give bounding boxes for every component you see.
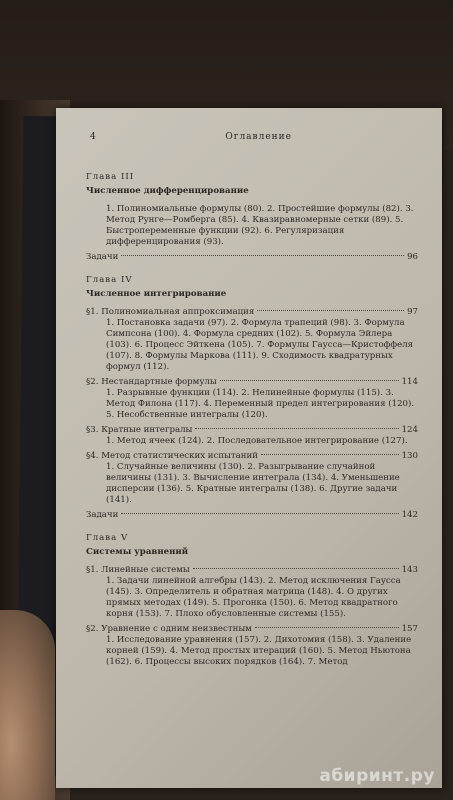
toc-entry bbox=[86, 307, 418, 318]
toc-page-number: 157 bbox=[401, 624, 418, 634]
watermark-logo: абиринт.ру bbox=[319, 766, 435, 786]
leader-dots bbox=[257, 310, 404, 311]
page-header bbox=[90, 132, 412, 142]
toc-page-number: 114 bbox=[401, 377, 418, 387]
chapter-label: Глава IV bbox=[86, 275, 133, 285]
chapter-title: Численное интегрирование bbox=[86, 289, 227, 299]
leader-dots bbox=[193, 568, 399, 569]
section-description: 1. Задачи линейной алгебры (143). 2. Метод исключения Гаусса (145). 3. Определитель и обратная матрица (148). 4. О других прямых методах (149). 5. Прогонка (150). 6. Метод квадратного корня (153). 7. Плохо обусловленные системы (155). bbox=[106, 576, 401, 619]
leader-dots bbox=[121, 513, 398, 514]
leader-dots bbox=[121, 255, 404, 256]
section-description: 1. Случайные величины (130). 2. Разыгрывание случайной величины (131). 3. Вычисление интеграла (134). 4. Уменьшение дисперсии (136). 5. Кратные интегралы (138). 6. Другие задачи (141). bbox=[106, 462, 400, 505]
leader-dots bbox=[255, 627, 399, 628]
toc-page-number: 124 bbox=[401, 425, 418, 435]
page-title: Оглавление bbox=[225, 132, 292, 142]
toc-page-number: 143 bbox=[401, 565, 418, 575]
book-page bbox=[56, 108, 442, 788]
hand-photo-region bbox=[0, 610, 55, 800]
toc-page-number: 96 bbox=[407, 252, 418, 262]
toc-entry-tasks bbox=[86, 252, 418, 263]
toc-page-number: 130 bbox=[401, 451, 418, 461]
toc-entry-label: §4. Метод статистических испытаний bbox=[86, 451, 258, 461]
toc-entry-label: §2. Нестандартные формулы bbox=[86, 377, 217, 387]
chapter-label: Глава V bbox=[86, 533, 129, 543]
toc-entry-label: Задачи bbox=[86, 252, 119, 262]
toc-entry-label: §3. Кратные интегралы bbox=[86, 425, 193, 435]
toc-content bbox=[86, 168, 418, 672]
section-description: 1. Исследование уравнения (157). 2. Дихотомия (158). 3. Удаление корней (159). 4. Метод простых итераций (160). 5. Метод Ньютона (162). 6. Процессы высоких порядков (164). 7. Метод bbox=[106, 635, 412, 667]
toc-entry-label: §1. Линейные системы bbox=[86, 565, 190, 575]
leader-dots bbox=[195, 428, 398, 429]
toc-entry-tasks bbox=[86, 510, 418, 521]
section-description: 1. Постановка задачи (97). 2. Формула трапеций (98). 3. Формула Симпсона (100). 4. Формула средних (102). 5. Формула Эйлера (103). 6. Процесс Эйткена (105). 7. Формулы Гаусса—Кристоффеля (107). 8. Формулы Маркова (111). 9. Сходимость квадратурных формул (112). bbox=[106, 318, 414, 372]
leader-dots bbox=[261, 454, 399, 455]
toc-page-number: 97 bbox=[407, 307, 418, 317]
toc-entry bbox=[86, 565, 418, 576]
toc-entry-label: Задачи bbox=[86, 510, 119, 520]
toc-page-number: 142 bbox=[401, 510, 418, 520]
toc-entry-label: §2. Уравнение с одним неизвестным bbox=[86, 624, 252, 634]
toc-entry bbox=[86, 377, 418, 388]
section-description: 1. Метод ячеек (124). 2. Последовательное интегрирование (127). bbox=[106, 436, 408, 446]
chapter-label: Глава III bbox=[86, 172, 135, 182]
section-description: 1. Разрывные функции (114). 2. Нелинейные формулы (115). 3. Метод Филона (117). 4. Переменный предел интегрирования (120). 5. Несобственные интегралы (120). bbox=[106, 388, 415, 420]
page-number: 4 bbox=[90, 132, 96, 142]
toc-entry bbox=[86, 425, 418, 436]
leader-dots bbox=[220, 380, 399, 381]
toc-entry bbox=[86, 451, 418, 462]
section-description: 1. Полиномиальные формулы (80). 2. Простейшие формулы (82). 3. Метод Рунге—Ромберга (85). 4. Квазиравномерные сетки (89). 5. Быстропеременные функции (92). 6. Регуляризация дифференцирования (93). bbox=[106, 204, 414, 247]
toc-entry-label: §1. Полиномиальная аппроксимация bbox=[86, 307, 255, 317]
toc-entry bbox=[86, 624, 418, 635]
chapter-title: Системы уравнений bbox=[86, 547, 189, 557]
chapter-title: Численное дифференцирование bbox=[86, 186, 249, 196]
